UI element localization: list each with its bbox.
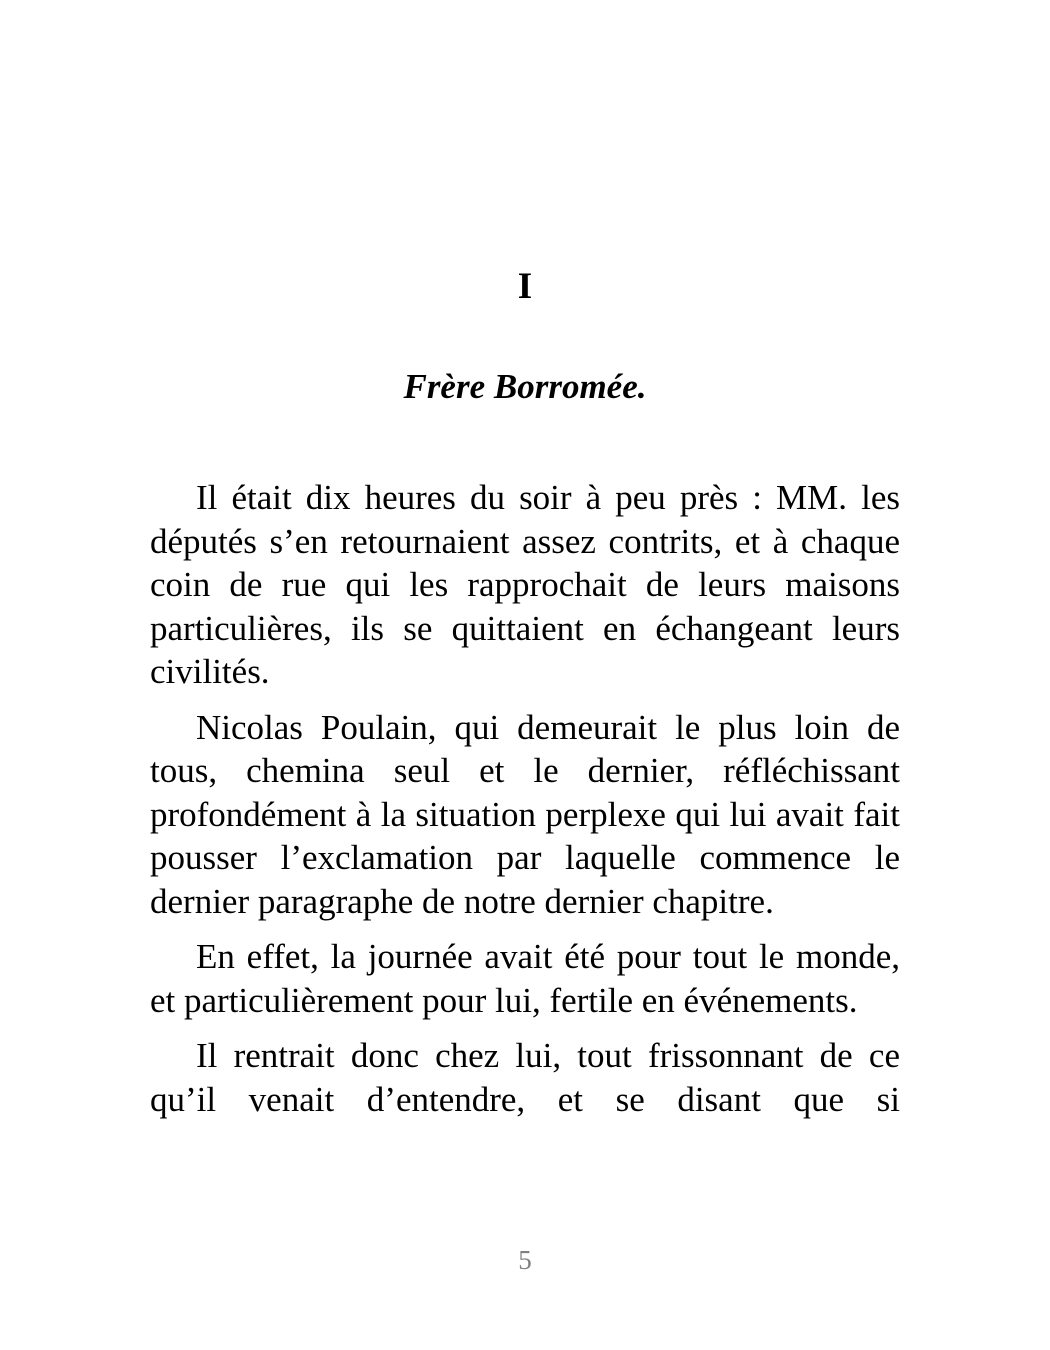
paragraph: Nicolas Poulain, qui demeurait le plus loin de tous, chemina seul et le dernier, réfléchissant profondément à la situation perplexe qui lui avait fait pousser l’exclamation par laquelle commence le dernier paragraphe de notre dernier chapitre. — [150, 707, 900, 921]
paragraph: Il était dix heures du soir à peu près : MM. les députés s’en retournaient assez contrits, et à chaque coin de rue qui les rapprochait de leurs maisons particulières, ils se quittaient en échangeant leurs civilités. — [150, 478, 900, 691]
chapter-title: Frère Borromée. — [403, 367, 647, 406]
page-number: 5 — [518, 1245, 532, 1275]
paragraph: En effet, la journée avait été pour tout le monde, et particulièrement pour lui, fertile en événements. — [150, 937, 900, 1020]
chapter-body — [150, 476, 900, 1133]
paragraph: Il rentrait donc chez lui, tout frissonnant de ce qu’il venait d’entendre, et se disant que si — [150, 1036, 900, 1119]
chapter-number: I — [517, 266, 533, 307]
